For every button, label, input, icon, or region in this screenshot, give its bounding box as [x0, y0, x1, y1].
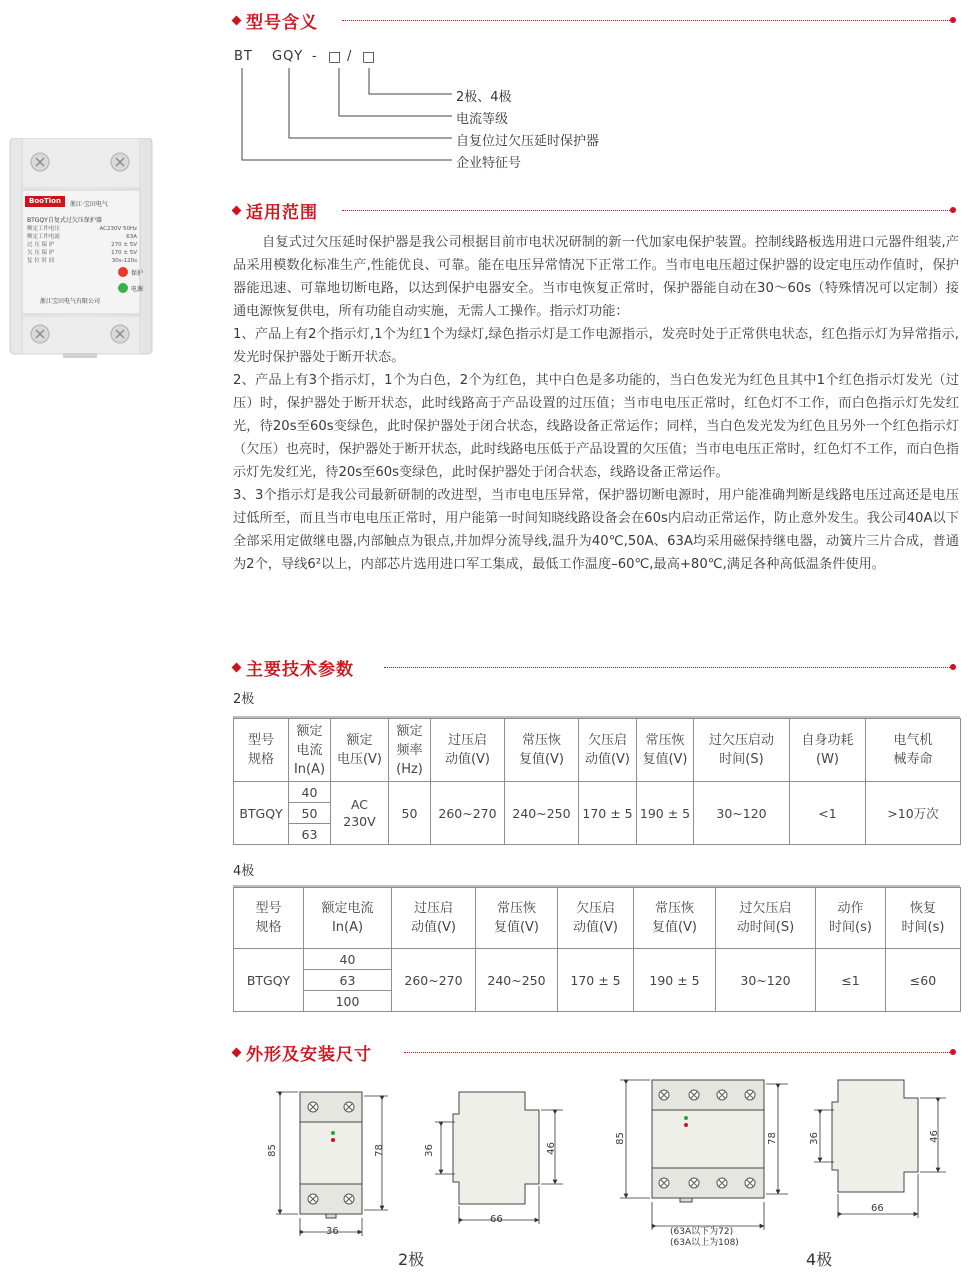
th-under-start: 欠压启 动值(V)	[579, 719, 637, 782]
cell-under-recover: 190 ± 5	[634, 949, 716, 1012]
section-title-model-meaning: 型号含义	[233, 9, 318, 31]
scope-item-3: 3、3个指示灯是我公司最新研制的改进型，当市电电压异常，保护器切断电源时，用户能准确判断是线路电压过高还是电压过低所至，而且当市电电压正常时，用户能第一时间知晓线路设备会在60s内启动正常运作，防止意外发生。我公司40A以下全部采用定做继电器,内部触点为银点,并加焊分流导线,温升为40℃,50A、63A均采用磁保持继电器，动簧片三片合成，普通为2个，导线6²以上，内部芯片选用进口军工集成，最低工作温度–60℃,最高+80℃,满足各种高低温条件使用。	[233, 488, 959, 572]
product-maker: 浙江宝田电气有限公司	[40, 298, 101, 305]
caption-4pole: 4极	[806, 1250, 833, 1269]
dim-note-below-63a: (63A以下为72)	[670, 1227, 734, 1237]
th-voltage: 额定 电压(V)	[331, 719, 389, 782]
cell-over-start: 260~270	[431, 782, 505, 845]
section-divider	[342, 20, 950, 21]
diamond-bullet-icon	[232, 662, 242, 672]
section-title-params: 主要技术参数	[233, 656, 354, 678]
cell-power: <1	[790, 782, 866, 845]
th-under-recover: 常压恢 复值(V)	[637, 719, 694, 782]
section-title-dimensions: 外形及安装尺寸	[233, 1041, 372, 1063]
legend-poles: 2极、4极	[456, 90, 512, 105]
dim-2pole-height-outer: 85	[266, 1144, 278, 1157]
th-recover-time: 恢复 时间(s)	[886, 888, 961, 949]
cell-model: BTGQY	[234, 782, 289, 845]
cell-frequency: 50	[389, 782, 431, 845]
cell-delay: 30~120	[716, 949, 816, 1012]
diamond-bullet-icon	[232, 15, 242, 25]
th-life: 电气机 械寿命	[866, 719, 961, 782]
th-current: 额定电流 In(A)	[304, 888, 392, 949]
diamond-bullet-icon	[232, 205, 242, 215]
legend-type: 自复位过欠压延时保护器	[456, 134, 600, 149]
dim-note-above-63a: (63A以上为108)	[670, 1238, 739, 1248]
dim-2pole-side-w: 66	[490, 1214, 503, 1225]
product-spec-list: 额定工作电压 AC230V 50Hz 额定工作电流 63A 过 压 保 护 270 ± 5V 欠 压 保 护 170 ± 5V 复 位 时 间 30s-120s	[27, 226, 137, 264]
th-action-time: 动作 时间(s)	[816, 888, 886, 949]
cell-current: 63	[289, 824, 331, 845]
cell-current: 63	[304, 970, 392, 991]
cell-over-start: 260~270	[392, 949, 476, 1012]
section-divider	[404, 1052, 950, 1053]
product-brand-cn: 浙江·宝田电气	[70, 201, 108, 208]
dim-2pole-height-inner: 78	[373, 1144, 385, 1157]
cell-recover-time: ≤60	[886, 949, 961, 1012]
product-title: BTGQY自复式过欠压保护器	[27, 217, 102, 224]
legend-current: 电流等级	[456, 112, 509, 127]
section-end-dot	[950, 17, 956, 23]
cell-voltage: AC 230V	[331, 782, 389, 845]
th-power: 自身功耗 (W)	[790, 719, 866, 782]
legend-company: 企业特征号	[456, 156, 522, 171]
th-delay: 过欠压启 动时间(S)	[716, 888, 816, 949]
cell-action-time: ≤1	[816, 949, 886, 1012]
model-box-current: □	[328, 49, 343, 65]
cell-current: 40	[304, 949, 392, 970]
th-under-start: 欠压启 动值(V)	[558, 888, 634, 949]
scope-item-2: 2、产品上有3个指示灯，1个为白色，2个为红色，其中白色是多功能的，当白色发光为红色且其中1个红色指示灯发光（过压）时，保护器处于断开状态，此时线路高于产品设置的过压值；当市电电压正常时，红色灯不工作，而白色指示灯先发红光，待20s至60s变绿色，此时保护器处于闭合状态，线路设备正常运作；同样，当白色发光发为红色且另外一个红色指示灯（欠压）也亮时，保护器处于断开状态，此时线路电压低于产品设置的欠压值；当市电电压正常时，红色灯不工作，而白色指示灯先发红光，待20s至60s变绿色，此时保护器处于闭合状态，线路设备正常运作。	[233, 373, 959, 480]
cell-life: >10万次	[866, 782, 961, 845]
drawing-2pole-front	[258, 1088, 398, 1248]
scope-item-1: 1、产品上有2个指示灯,1个为红1个为绿灯,绿色指示灯是工作电源指示，发亮时处于正常供电状态，红色指示灯为异常指示,发光时保护器处于断开状态。	[233, 327, 959, 365]
section-end-dot	[950, 1049, 956, 1055]
drawing-4pole-front	[610, 1076, 790, 1234]
th-over-recover: 常压恢 复值(V)	[505, 719, 579, 782]
model-legend-lines	[230, 66, 455, 170]
section-divider	[384, 667, 950, 668]
cell-over-recover: 240~250	[505, 782, 579, 845]
cell-current: 40	[289, 782, 331, 803]
th-current: 额定 电流 In(A)	[289, 719, 331, 782]
spec-table-4pole	[233, 887, 961, 1012]
dim-4pole-side-h1: 36	[808, 1132, 820, 1145]
drawing-4pole-side	[800, 1076, 950, 1222]
dim-4pole-side-w: 66	[871, 1203, 884, 1214]
model-prefix: BT	[234, 49, 253, 64]
dim-2pole-width: 36	[326, 1226, 339, 1237]
dim-4pole-height-outer: 85	[614, 1132, 626, 1145]
spec-table-2pole	[233, 718, 961, 845]
section-title-scope: 适用范围	[233, 199, 318, 221]
dim-4pole-height-inner: 78	[766, 1132, 778, 1145]
section-divider	[342, 210, 950, 211]
product-brand: BooTion	[29, 197, 61, 205]
drawing-2pole-side	[415, 1088, 565, 1228]
diamond-bullet-icon	[232, 1047, 242, 1057]
th-model: 型号 规格	[234, 888, 304, 949]
th-delay: 过欠压启动 时间(S)	[694, 719, 790, 782]
cell-under-recover: 190 ± 5	[637, 782, 694, 845]
cell-over-recover: 240~250	[476, 949, 558, 1012]
th-under-recover: 常压恢 复值(V)	[634, 888, 716, 949]
scope-text	[233, 231, 959, 576]
th-over-start: 过压启 动值(V)	[431, 719, 505, 782]
dim-4pole-side-h2: 46	[928, 1130, 940, 1143]
cell-delay: 30~120	[694, 782, 790, 845]
th-over-recover: 常压恢 复值(V)	[476, 888, 558, 949]
cell-model: BTGQY	[234, 949, 304, 1012]
product-led-power-label: 电源	[131, 286, 144, 293]
section-end-dot	[950, 207, 956, 213]
product-led-protect-label: 保护	[131, 270, 144, 277]
caption-2pole: 2极	[398, 1250, 425, 1269]
cell-under-start: 170 ± 5	[579, 782, 637, 845]
th-frequency: 额定 频率 (Hz)	[389, 719, 431, 782]
dim-4pole-width-notes	[670, 1227, 739, 1249]
th-over-start: 过压启 动值(V)	[392, 888, 476, 949]
dim-2pole-side-h1: 36	[423, 1144, 435, 1157]
table-4pole-label: 4极	[233, 864, 255, 879]
cell-current: 100	[304, 991, 392, 1012]
cell-current: 50	[289, 803, 331, 824]
model-box-poles: □	[362, 49, 377, 65]
model-slash: /	[347, 49, 353, 64]
model-series: GQY	[272, 49, 304, 64]
cell-under-start: 170 ± 5	[558, 949, 634, 1012]
model-dash: -	[312, 49, 318, 64]
dim-2pole-side-h2: 46	[545, 1142, 557, 1155]
scope-intro: 自复式过欠压延时保护器是我公司根据目前市电状况研制的新一代加家电保护装置。控制线路板选用进口元器件组装,产品采用模数化标准生产,性能优良、可靠。能在电压异常情况下正常工作。当市电电压超过保护器的设定电压动作值时，保护器能迅速、可靠地切断电路，以达到保护电器安全。当市电恢复正常时，保护器能自动在30～60s（特殊情况可以定制）接通电源恢复供电，所有功能自动实施，无需人工操作。指示灯功能：	[233, 235, 959, 319]
section-end-dot	[950, 664, 956, 670]
table-2pole-label: 2极	[233, 692, 255, 707]
th-model: 型号 规格	[234, 719, 289, 782]
